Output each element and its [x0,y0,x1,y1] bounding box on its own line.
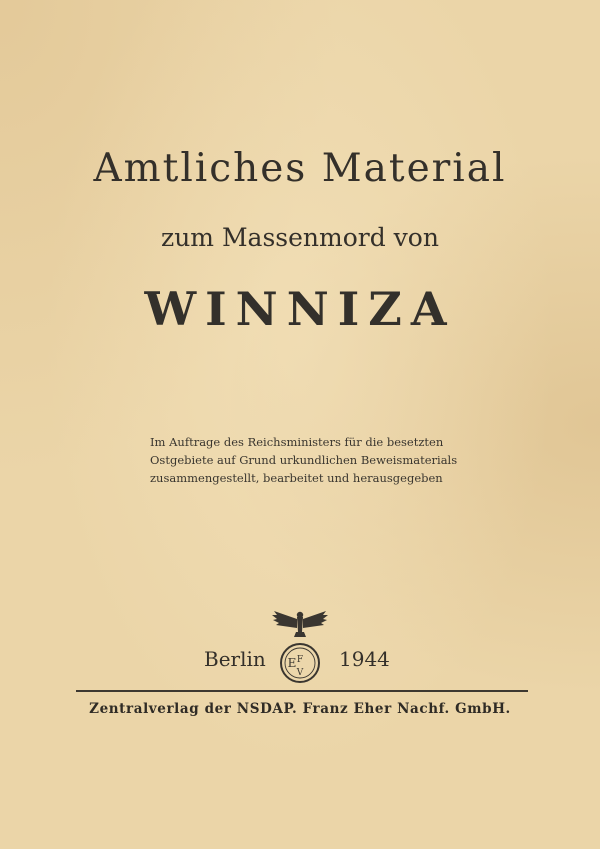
emblem-letter-e: E [287,656,297,670]
publication-city: Berlin [204,647,266,671]
emblem-letter-f: F [296,655,304,665]
book-subtitle: zum Massenmord von [161,223,439,252]
commission-line: Ostgebiete auf Grund urkundlichen Beweismaterials [150,453,458,467]
publisher-eagle-emblem-icon [268,606,332,686]
commission-statement [150,433,510,487]
emblem-letter-v: V [296,668,304,678]
book-title: Amtliches Material [93,146,507,191]
commission-line: Im Auftrage des Reichsministers für die besetzten [150,435,444,449]
commission-line: zusammengestellt, bearbeitet und herausgegeben [150,471,443,485]
divider-rule [76,690,528,692]
publication-year: 1944 [339,647,390,671]
book-place-name: WINNIZA [144,282,456,336]
publisher-name: Zentralverlag der NSDAP. Franz Eher Nachf. GmbH. [89,701,511,717]
